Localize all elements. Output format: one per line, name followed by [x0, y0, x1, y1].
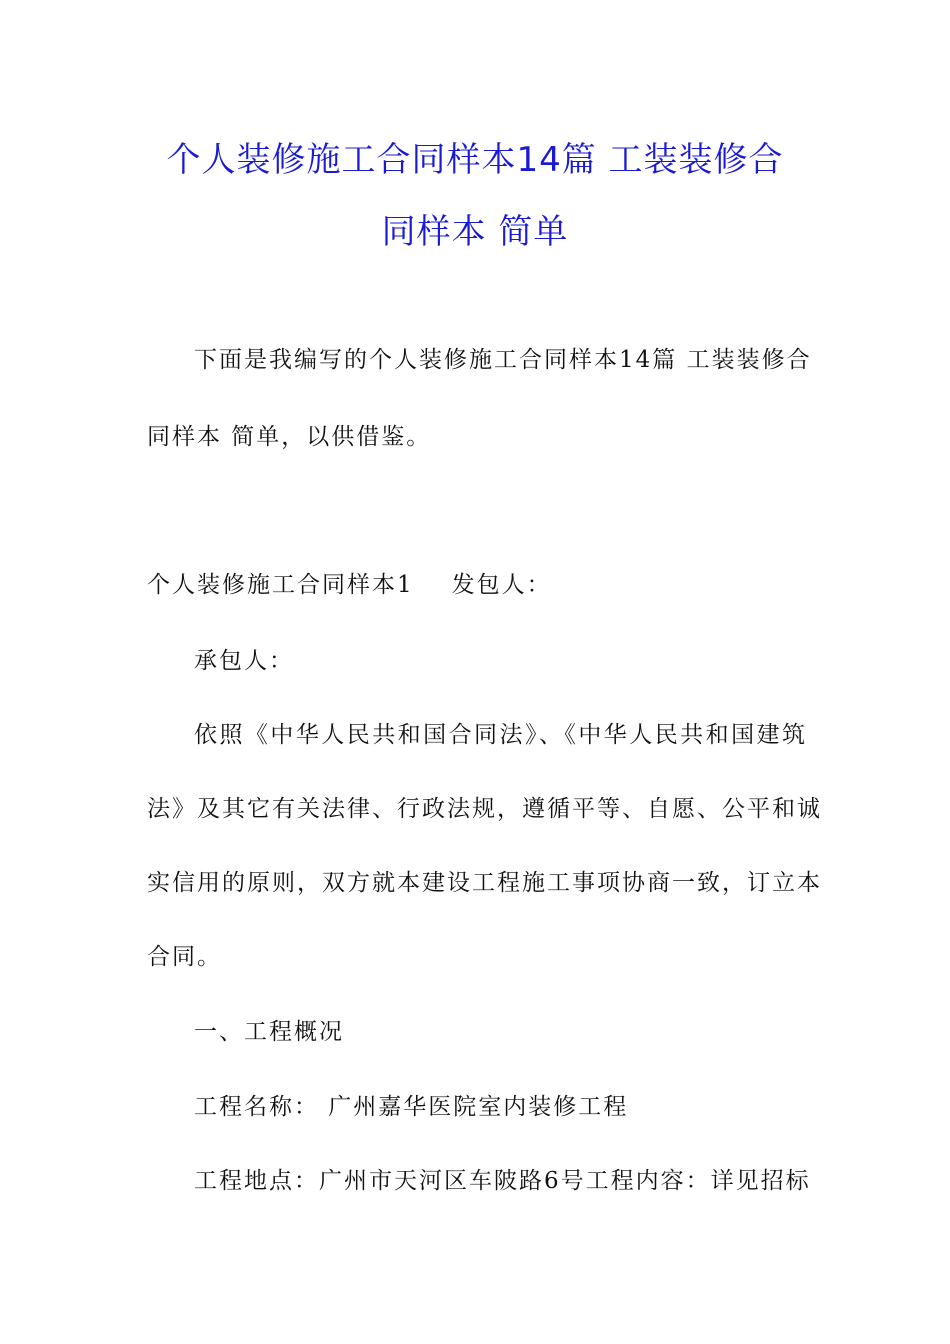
document-title-line-1: 个人装修施工合同样本14篇 工装装修合 [166, 140, 784, 180]
intro-line-1: 下面是我编写的个人装修施工合同样本14篇 工装装修合 [194, 347, 812, 373]
intro-line-2: 同样本 简单，以供借鉴。 [147, 424, 432, 450]
project-name-line: 工程名称： 广州嘉华医院室内装修工程 [194, 1094, 629, 1120]
document-title-line-2: 同样本 简单 [381, 212, 569, 252]
paragraph-line-1: 依照《中华人民共和国合同法》、《中华人民共和国建筑 [194, 722, 807, 748]
project-location-line: 工程地点：广州市天河区车陂路6号工程内容：详见招标 [194, 1168, 811, 1194]
paragraph-line-4: 合同。 [147, 944, 222, 970]
sample-heading-row [147, 570, 807, 600]
paragraph-line-3: 实信用的原则，双方就本建设工程施工事项协商一致，订立本 [147, 870, 822, 896]
contractor-label: 承包人： [194, 648, 294, 674]
paragraph-line-2: 法》及其它有关法律、行政法规，遵循平等、自愿、公平和诚 [147, 796, 822, 822]
sample-heading: 个人装修施工合同样本1 [147, 572, 414, 598]
employer-label: 发包人： [451, 572, 552, 598]
section-heading-overview: 一、工程概况 [194, 1019, 344, 1045]
